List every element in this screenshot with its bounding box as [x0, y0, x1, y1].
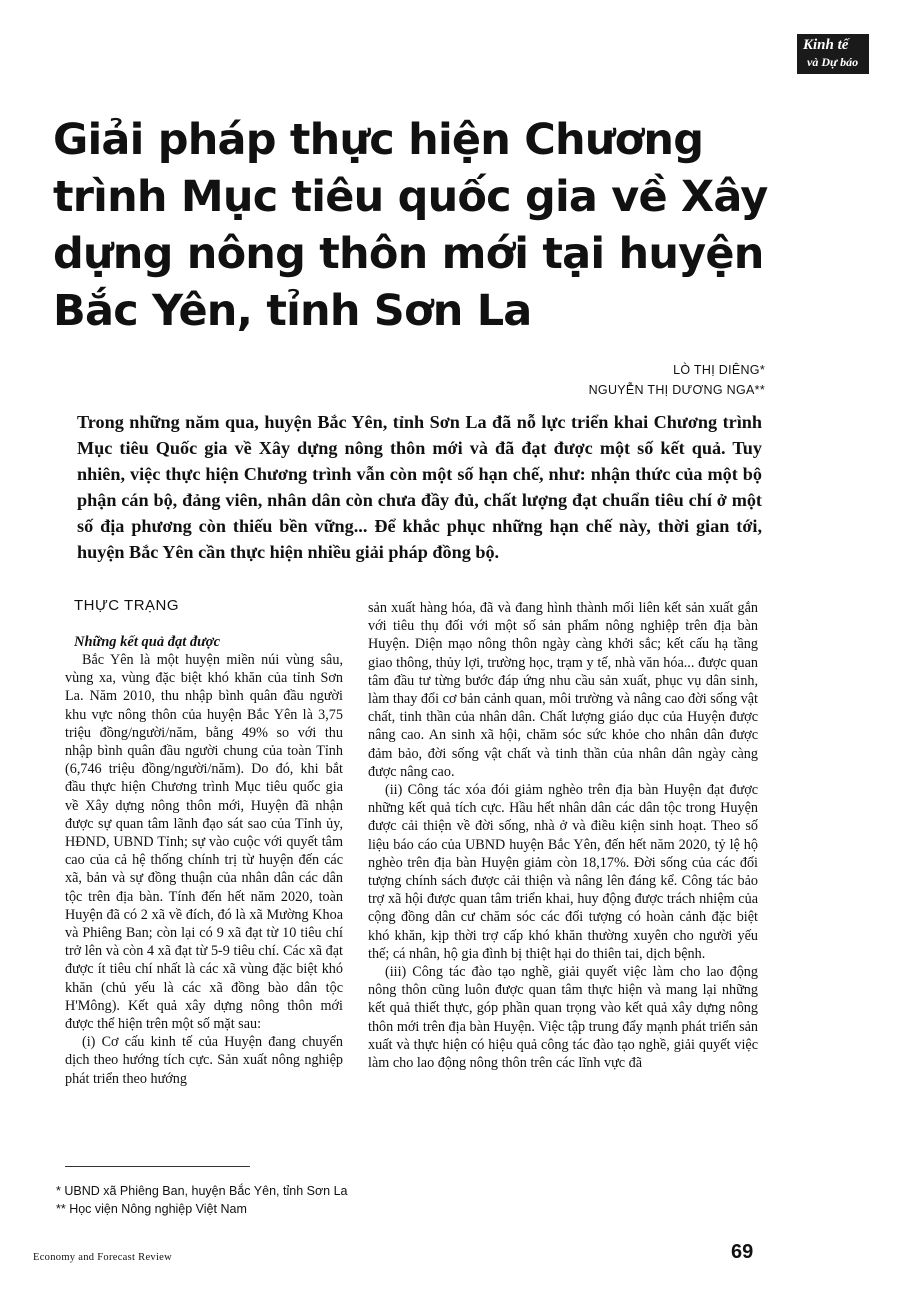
page-number: 69 — [731, 1241, 754, 1263]
paragraph: (i) Cơ cấu kinh tế của Huyện đang chuyển dịch theo hướng tích cực. Sản xuất nông nghiệp phát triển theo hướng — [65, 1034, 343, 1087]
journal-name-footer: Economy and Forecast Review — [33, 1252, 173, 1263]
paragraph: (ii) Công tác xóa đói giảm nghèo trên địa bàn Huyện đạt được những kết quả tích cực. Hầu hết nhân dân các dân tộc trong Huyện được cải thiện về đời sống, nhà ở và điều kiện sinh hoạt. Theo số liệu báo cáo của UBND huyện Bắc Yên, đến hết năm 2020, tỷ lệ hộ nghèo trên địa bàn Huyện giảm còn 18,17%. Đời sống của các đối tượng chính sách được cải thiện và nâng lên đáng kể. Công tác bảo trợ xã hội được quan tâm triển khai, huy động được trách nhiệm của cộng đồng dân cư chăm sóc các đối tượng có hoàn cảnh đặc biệt khó khăn, kịp thời trợ cấp khó khăn thường xuyên cho người yếu thế; cá nhân, hộ gia đình bị thiệt hại do thiên tai, dịch bệnh. — [368, 782, 758, 962]
author-list — [589, 360, 765, 400]
author-2: NGUYỄN THỊ DƯƠNG NGA** — [588, 383, 765, 397]
subheading: Những kết quả đạt được — [74, 634, 220, 650]
abstract: Trong những năm qua, huyện Bắc Yên, tỉnh Sơn La đã nỗ lực triển khai Chương trình Mục tiêu Quốc gia về Xây dựng nông thôn mới và đã đạt được một số kết quả. Tuy nhiên, việc thực hiện Chương trình vẫn còn một số hạn chế, như: nhận thức của một bộ phận cán bộ, đảng viên, nhân dân còn chưa đầy đủ, chất lượng đạt chuẩn tiêu chí ở một số địa phương còn thiếu bền vững... Để khắc phục những hạn chế này, thời gian tới, huyện Bắc Yên cần thực hiện nhiều giải pháp đồng bộ. — [77, 412, 762, 562]
journal-badge — [797, 34, 869, 74]
paragraph: Bắc Yên là một huyện miền núi vùng sâu, vùng xa, vùng đặc biệt khó khăn của tỉnh Sơn La. Năm 2010, thu nhập bình quân đầu người khu vực nông thôn của huyện Bắc Yên là 3,75 triệu đồng/người/năm, bằng 49% so với thu nhập bình quân đầu người chung của toàn Tỉnh (6,746 triệu đồng/người/năm). Do đó, khi bắt đầu thực hiện Chương trình Mục tiêu quốc gia về Xây dựng nông thôn mới, Huyện đã nhận được sự quan tâm lãnh đạo sát sao của Tỉnh ủy, HĐND, UBND Tỉnh; sự vào cuộc với quyết tâm cao của cả hệ thống chính trị từ huyện đến các xã, bản và sự đồng thuận của nhân dân các dân tộc trên địa bàn. Tính đến hết năm 2020, toàn Huyện đã có 2 xã về đích, đó là xã Mường Khoa và Phiêng Ban; còn lại có 9 xã đạt từ 10 tiêu chí trở lên và còn 4 xã đạt từ 5-9 tiêu chí. Các xã đạt được ít tiêu chí nhất là các xã vùng đặc biệt khó khăn (chủ yếu là các xã đồng bào dân tộc H'Mông). Kết quả xây dựng nông thôn mới được thể hiện trên một số mặt sau: — [65, 652, 343, 1033]
paragraph: (iii) Công tác đào tạo nghề, giải quyết việc làm cho lao động nông thôn cũng luôn được quan tâm thực hiện và mang lại những kết quả thiết thực, góp phần quan trọng vào kết quả xây dựng nông thôn mới trên địa bàn Huyện. Việc tập trung đẩy mạnh phát triển sản xuất và thực hiện có hiệu quả công tác đào tạo nghề, giải quyết việc làm cho lao động nông thôn trên các lĩnh vực đã — [368, 964, 758, 1072]
left-column — [65, 595, 343, 1088]
author-1: LÒ THỊ DIÊNG* — [673, 363, 765, 377]
section-heading: THỰC TRẠNG — [74, 597, 180, 614]
footnote-2: ** Học viện Nông nghiệp Việt Nam — [56, 1202, 247, 1216]
paragraph: sản xuất hàng hóa, đã và đang hình thành mối liên kết sản xuất gắn với tiêu thụ đối với một số sản phẩm nông nghiệp trên địa bàn Huyện. Diện mạo nông thôn ngày càng khởi sắc; kết cấu hạ tầng giao thông, thủy lợi, trường học, trạm y tế, nhà văn hóa... được quan tâm đầu tư từng bước đáp ứng nhu cầu sản xuất, phục vụ dân sinh, làm thay đổi cơ bản cảnh quan, môi trường và nâng cao đời sống vật chất, tinh thần của nhân dân. Chất lượng giáo dục của Huyện được nâng cao. An sinh xã hội, chăm sóc sức khỏe cho nhân dân được đảm bảo, đời sống vật chất và tinh thần của nhân dân ngày càng được nâng cao. — [368, 600, 758, 780]
footnote-divider — [65, 1166, 250, 1167]
footnote-1: * UBND xã Phiêng Ban, huyện Bắc Yên, tỉnh Sơn La — [56, 1184, 348, 1198]
article-title: Giải pháp thực hiện Chương trình Mục tiêu quốc gia về Xây dựng nông thôn mới tại huyện Bắc Yên, tỉnh Sơn La — [53, 115, 768, 336]
badge-line-2: và Dự báo — [807, 55, 859, 69]
badge-line-1: Kinh tế — [803, 37, 849, 53]
right-column — [368, 599, 758, 1072]
